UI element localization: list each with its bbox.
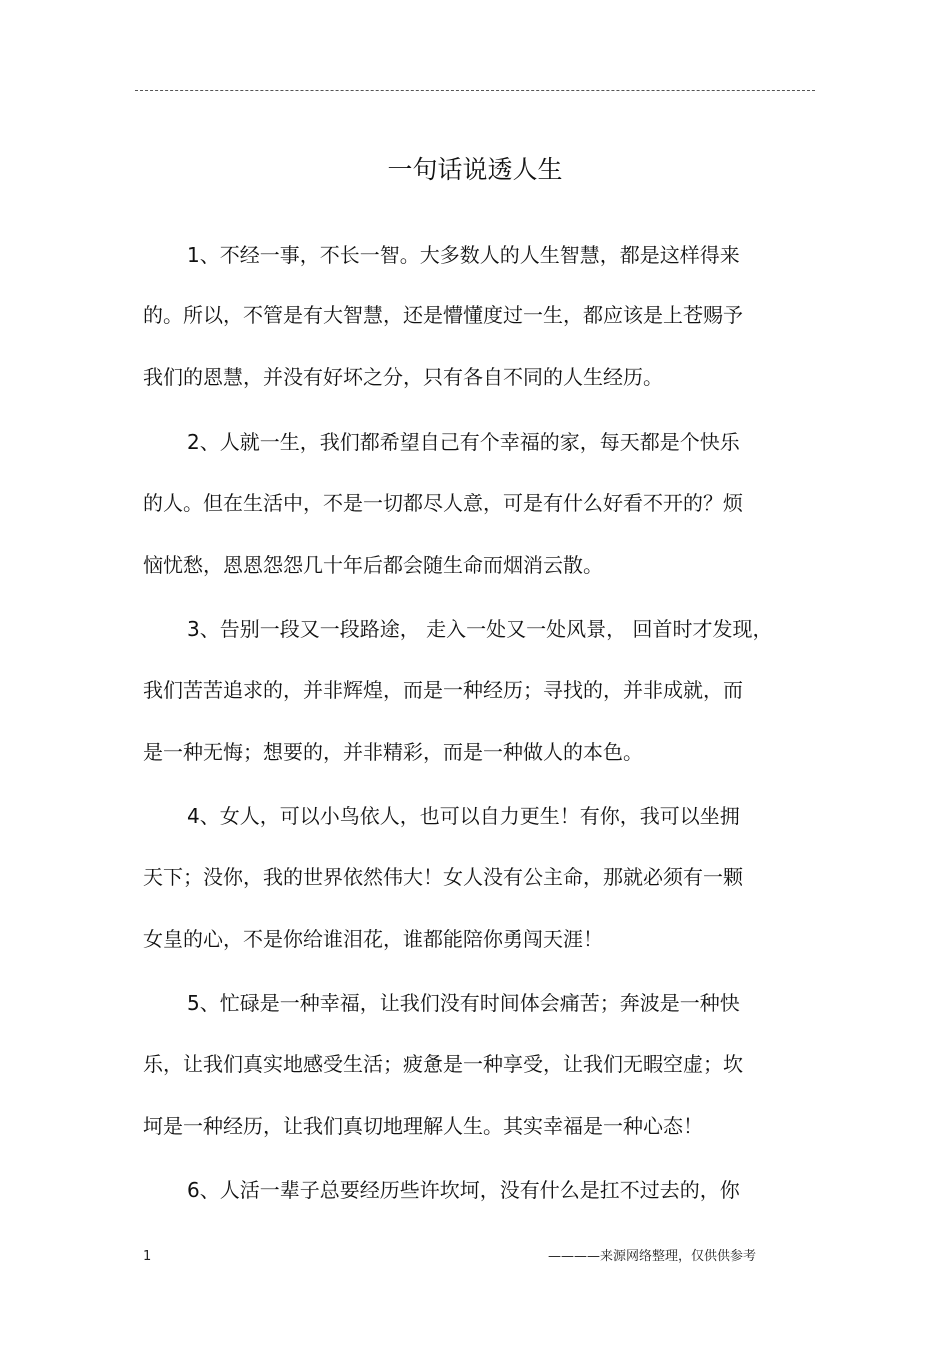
paragraph-3-line-3: 是一种无悔；想要的，并非精彩，而是一种做人的本色。 [143, 740, 643, 764]
paragraph-2-line-1: 2、人就一生，我们都希望自己有个幸福的家，每天都是个快乐 [187, 430, 740, 454]
paragraph-2-line-2: 的人。但在生活中，不是一切都尽人意，可是有什么好看不开的？烦 [143, 491, 743, 515]
paragraph-6-line-1: 6、人活一辈子总要经历些许坎坷，没有什么是扛不过去的，你 [187, 1178, 740, 1202]
paragraph-5-line-3: 坷是一种经历，让我们真切地理解人生。其实幸福是一种心态！ [143, 1114, 703, 1138]
page-number: 1 [143, 1249, 152, 1264]
paragraph-2-line-3: 恼忧愁，恩恩怨怨几十年后都会随生命而烟消云散。 [143, 553, 603, 577]
paragraph-4-line-3: 女皇的心，不是你给谁泪花，谁都能陪你勇闯天涯！ [143, 927, 603, 951]
paragraph-4-line-2: 天下；没你，我的世界依然伟大！女人没有公主命，那就必须有一颗 [143, 865, 743, 889]
paragraph-3-line-1: 3、告别一段又一段路途， 走入一处又一处风景， 回首时才发现， [187, 617, 773, 641]
paragraph-5-line-2: 乐，让我们真实地感受生活；疲惫是一种享受，让我们无暇空虚；坎 [143, 1052, 743, 1076]
paragraph-1-line-2: 的。所以，不管是有大智慧，还是懵懂度过一生，都应该是上苍赐予 [143, 303, 743, 327]
page-title: 一句话说透人生 [387, 155, 563, 184]
paragraph-5-line-1: 5、忙碌是一种幸福，让我们没有时间体会痛苦；奔波是一种快 [187, 991, 740, 1015]
header-rule [135, 90, 815, 91]
paragraph-1-line-1: 1、不经一事，不长一智。大多数人的人生智慧，都是这样得来 [187, 243, 740, 267]
source-note: ————来源网络整理，仅供供参考 [548, 1249, 757, 1264]
paragraph-1-line-3: 我们的恩慧，并没有好坏之分，只有各自不同的人生经历。 [143, 365, 663, 389]
paragraph-3-line-2: 我们苦苦追求的，并非辉煌，而是一种经历；寻找的，并非成就，而 [143, 678, 743, 702]
paragraph-4-line-1: 4、女人，可以小鸟依人，也可以自力更生！有你，我可以坐拥 [187, 804, 740, 828]
